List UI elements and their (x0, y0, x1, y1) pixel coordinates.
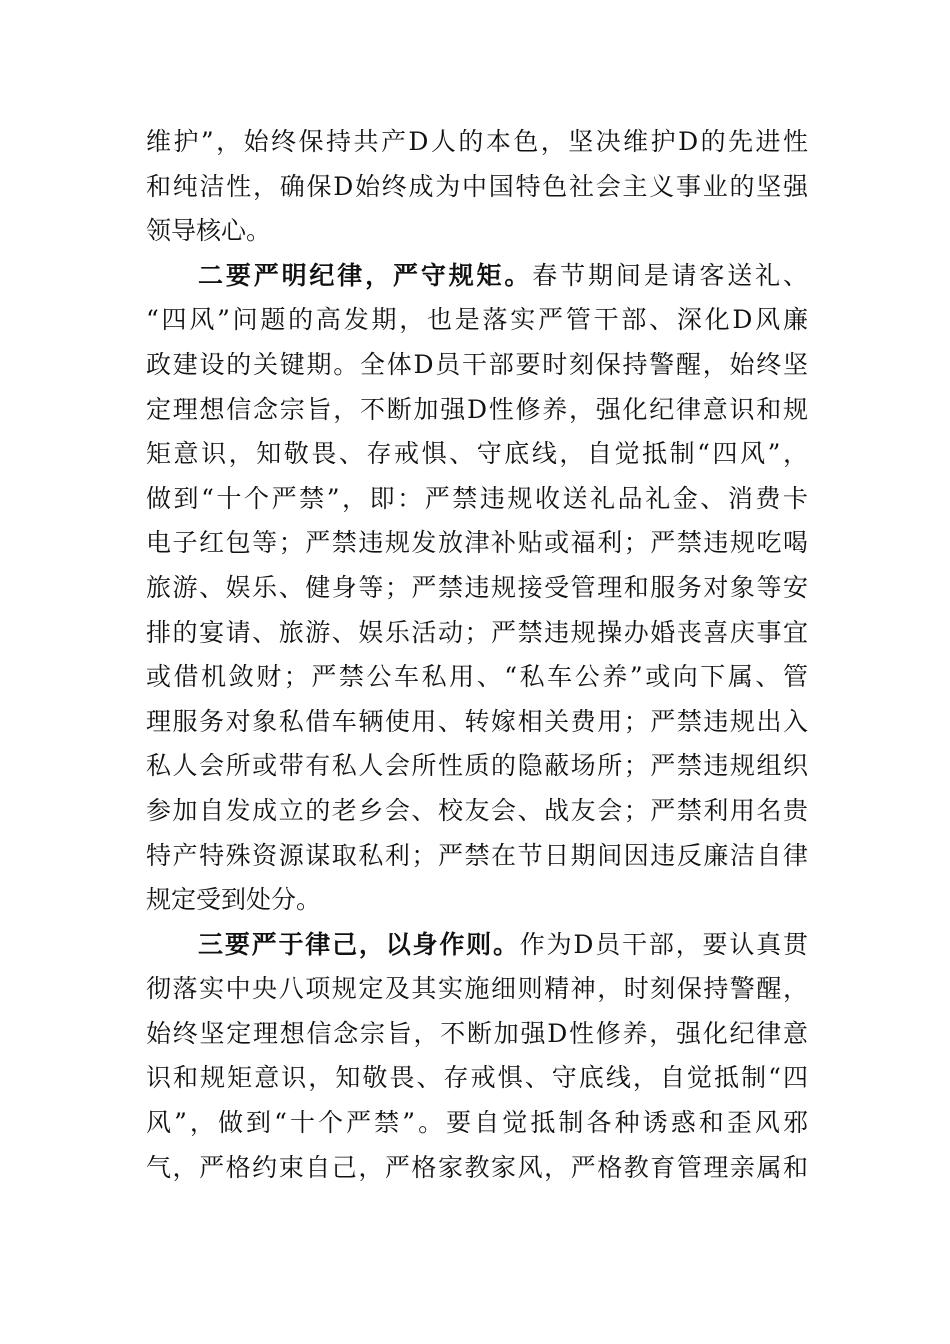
paragraph-first-line (146, 254, 808, 299)
text-line: 做到“十个严禁”，即：严禁违规收送礼品礼金、消费卡 (146, 483, 808, 513)
paragraph-1 (146, 120, 808, 254)
paragraph-2 (146, 254, 808, 923)
text-line: “四风”问题的高发期，也是落实严管干部、深化D风廉 (146, 305, 808, 335)
text-line: 领导核心。 (146, 216, 272, 246)
text-line: 电子红包等；严禁违规发放津补贴或福利；严禁违规吃喝 (146, 528, 808, 558)
text-line: 特产特殊资源谋取私利；严禁在节日期间因违反廉洁自律 (146, 840, 808, 870)
paragraph-3 (146, 923, 808, 1191)
text-line: 定理想信念宗旨，不断加强D性修养，强化纪律意识和规 (146, 394, 808, 424)
text-line: 旅游、娱乐、健身等；严禁违规接受管理和服务对象等安 (146, 572, 808, 602)
text-line: 维护”，始终保持共产D人的本色，坚决维护D的先进性 (146, 127, 808, 156)
text-line: 矩意识，知敬畏、存戒惧、守底线，自觉抵制“四风”， (146, 439, 808, 469)
text-span: 作为D员干部，要认真贯 (519, 929, 808, 959)
section-heading: 三要严于律己，以身作则。 (198, 929, 520, 959)
text-line: 参加自发成立的老乡会、校友会、战友会；严禁利用名贵 (146, 795, 808, 825)
text-line: 气，严格约束自己，严格家教家风，严格教育管理亲属和 (146, 1152, 808, 1182)
text-line: 理服务对象私借车辆使用、转嫁相关费用；严禁违规出入 (146, 706, 808, 736)
paragraph-first-line (146, 923, 808, 968)
text-line: 彻落实中央八项规定及其实施细则精神，时刻保持警醒， (146, 974, 808, 1004)
text-line: 和纯洁性，确保D始终成为中国特色社会主义事业的坚强 (146, 171, 808, 201)
text-line: 识和规矩意识，知敬畏、存戒惧、守底线，自觉抵制“四 (146, 1063, 808, 1093)
text-line: 或借机敛财；严禁公车私用、“私车公养”或向下属、管 (146, 662, 808, 692)
text-span: 春节期间是请客送礼、 (532, 260, 808, 290)
document-body (146, 120, 808, 1190)
section-heading: 二要严明纪律，严守规矩。 (198, 260, 533, 290)
text-line: 规定受到处分。 (146, 885, 322, 915)
text-line: 私人会所或带有私人会所性质的隐蔽场所；严禁违规组织 (146, 751, 808, 781)
text-line: 风”，做到“十个严禁”。要自觉抵制各种诱惑和歪风邪 (146, 1108, 808, 1138)
text-line: 政建设的关键期。全体D员干部要时刻保持警醒，始终坚 (146, 349, 808, 379)
text-line: 排的宴请、旅游、娱乐活动；严禁违规操办婚丧喜庆事宜 (146, 617, 808, 647)
text-line: 始终坚定理想信念宗旨，不断加强D性修养，强化纪律意 (146, 1018, 808, 1048)
